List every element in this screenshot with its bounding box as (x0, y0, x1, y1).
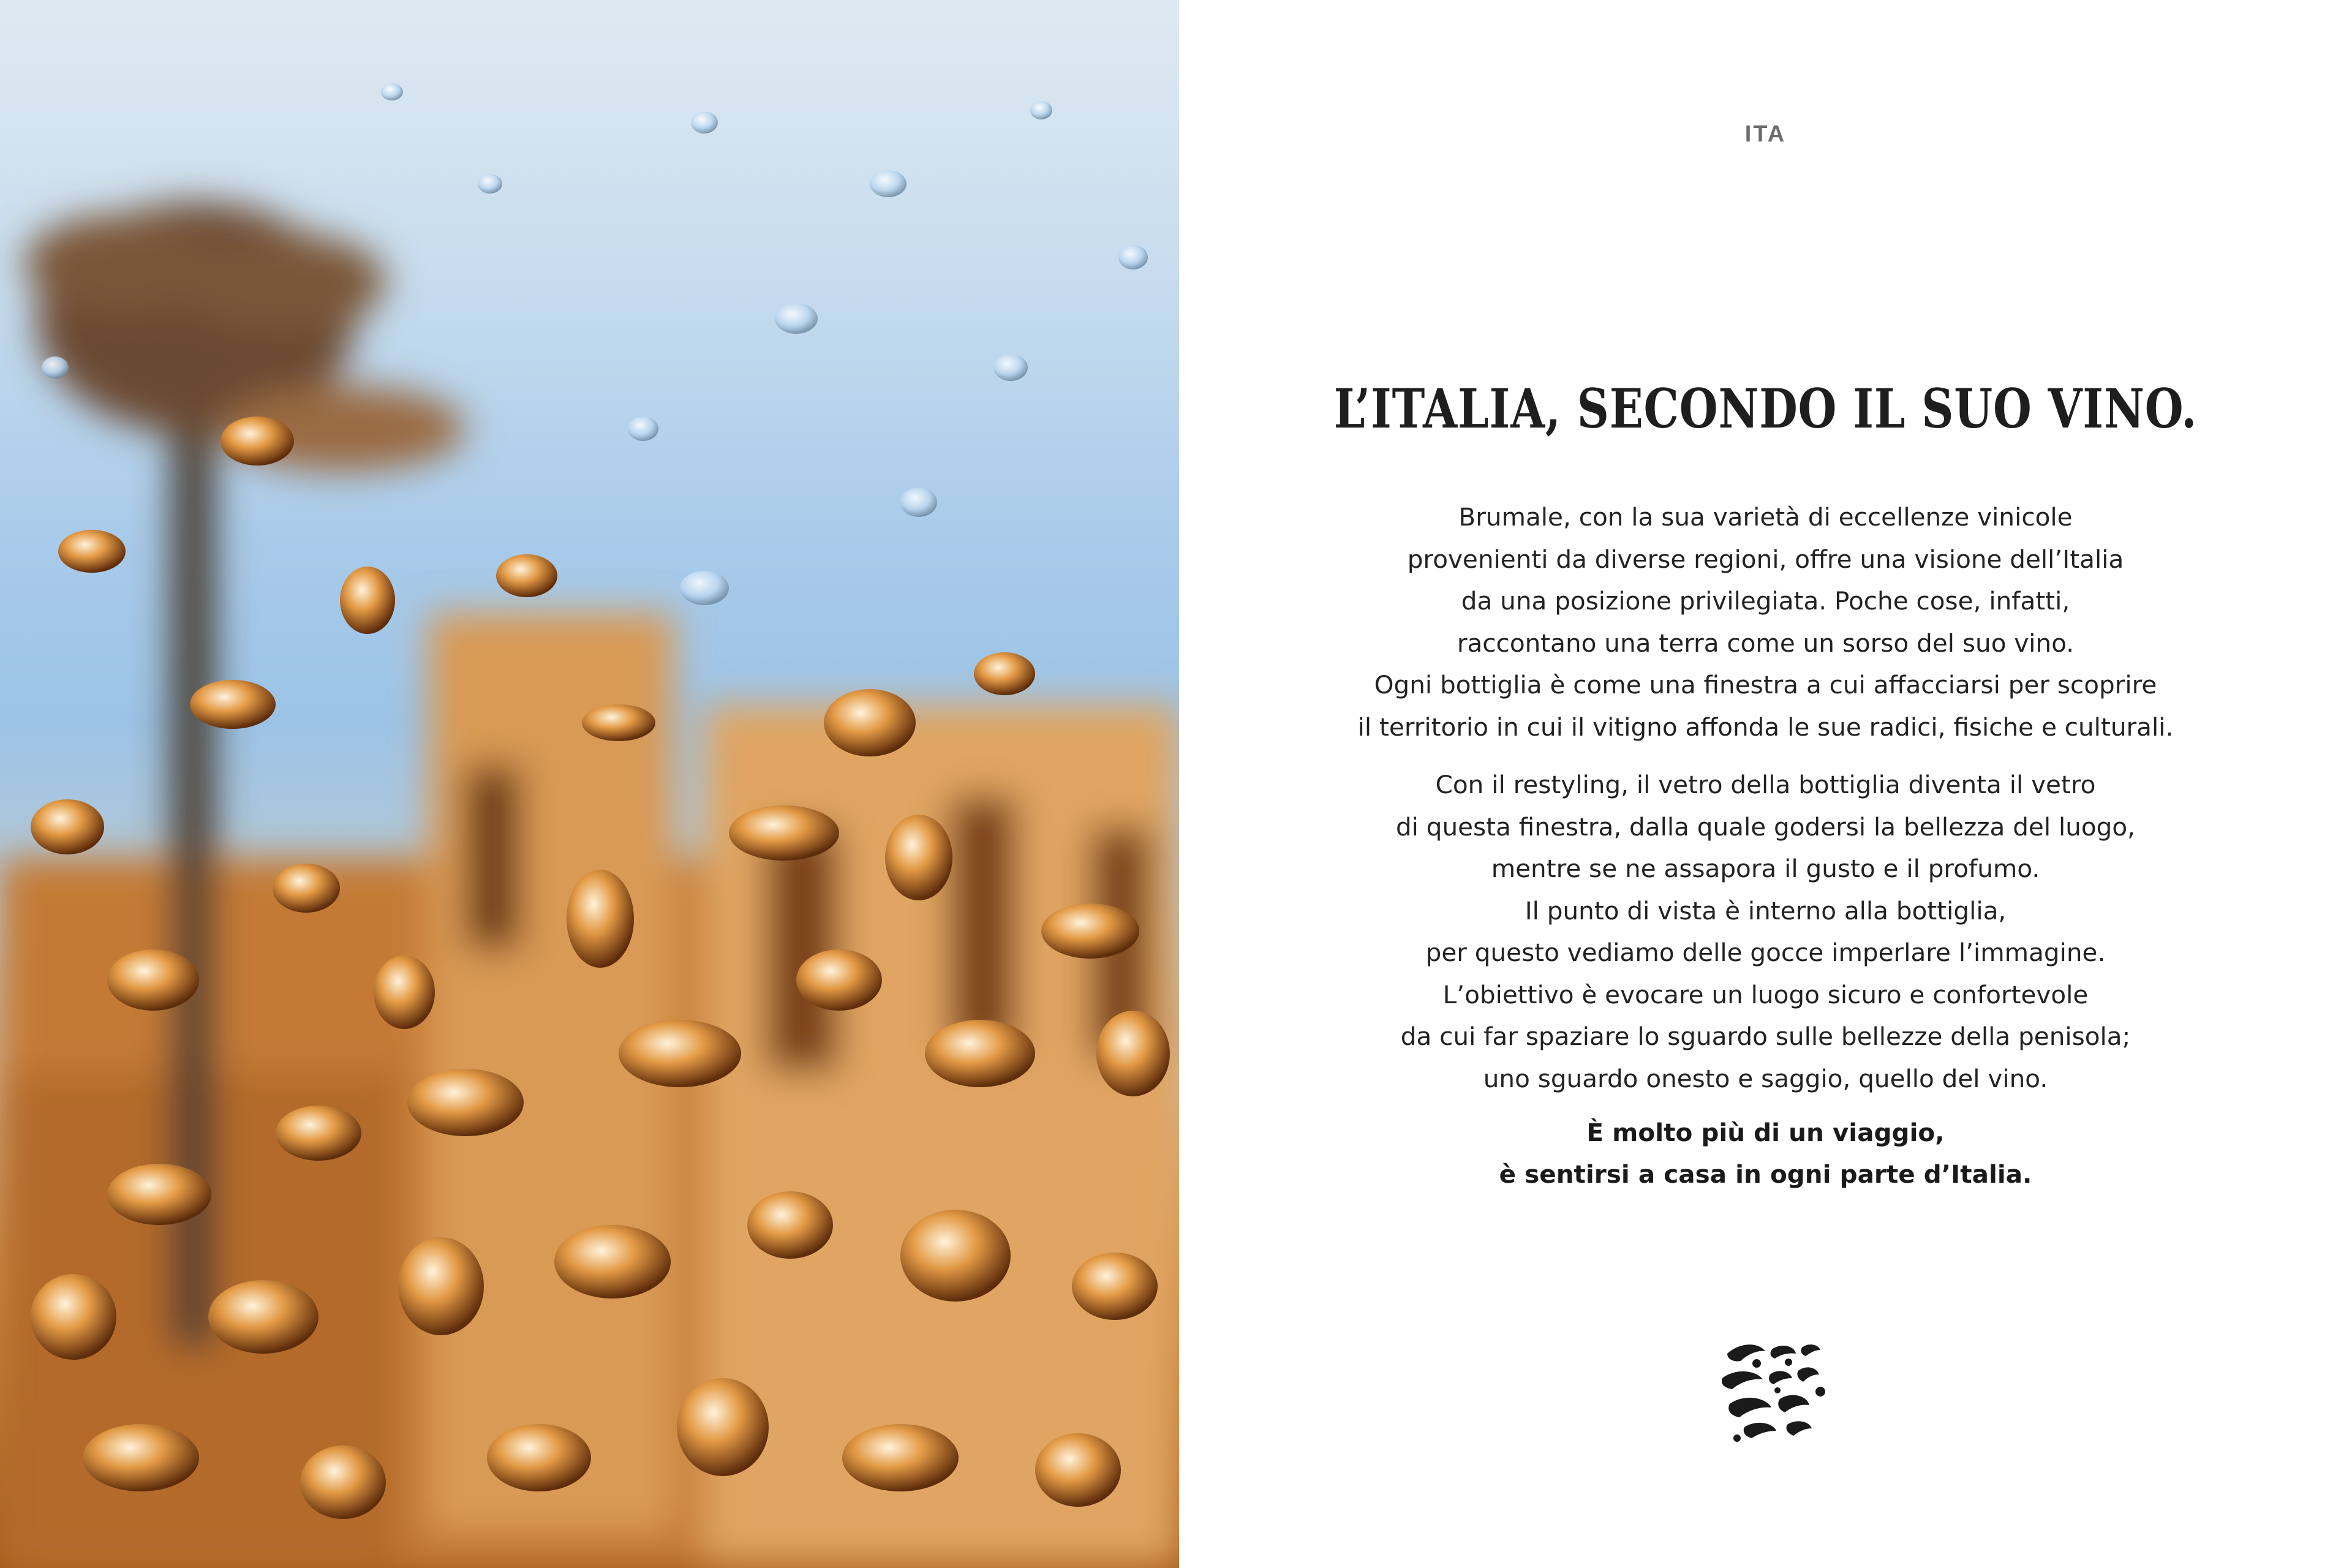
text-line: provenienti da diverse regioni, offre una visione dell’Italia (1407, 544, 2124, 574)
text-line: di questa finestra, dalla quale godersi la bellezza del luogo, (1395, 812, 2136, 842)
text-line: da cui far spaziare lo sguardo sulle bellezze della penisola; (1400, 1022, 2131, 1051)
text-page (1179, 0, 2352, 1568)
text-line: mentre se ne assapora il gusto e il profumo. (1491, 854, 2040, 883)
text-line: il territorio in cui il vitigno affonda le sue radici, fisiche e culturali. (1357, 712, 2174, 742)
text-line: uno sguardo onesto e saggio, quello del vino. (1483, 1063, 2048, 1093)
body-text (1179, 496, 2352, 1099)
text-line: È molto più di un viaggio, (1586, 1118, 1945, 1147)
text-line: per questo vediamo delle gocce imperlare l’immagine. (1425, 938, 2106, 967)
text-line: Con il restyling, il vetro della bottiglia diventa il vetro (1435, 770, 2096, 799)
paragraph-restyling (1179, 764, 2352, 1099)
page-title: L’ITALIA, SECONDO IL SUO VINO. (1333, 377, 2198, 440)
text-line: Ogni bottiglia è come una finestra a cui affacciarsi per scoprire (1374, 670, 2157, 699)
language-label: ITA (1744, 121, 1787, 147)
text-line: da una posizione privilegiata. Poche cose, infatti, (1461, 586, 2070, 616)
brumale-drops-logo-icon (1716, 1335, 1833, 1452)
closing-statement (1179, 1112, 2352, 1195)
text-line: L’obiettivo è evocare un luogo sicuro e confortevole (1442, 979, 2089, 1009)
text-line: Brumale, con la sua varietà di eccellenze vinicole (1458, 502, 2073, 532)
text-line: è sentirsi a casa in ogni parte d’Italia. (1499, 1159, 2032, 1189)
text-line: raccontano una terra come un sorso del suo vino. (1457, 628, 2075, 658)
paragraph-intro (1179, 496, 2352, 748)
text-line: Il punto di vista è interno alla bottiglia, (1525, 895, 2007, 925)
